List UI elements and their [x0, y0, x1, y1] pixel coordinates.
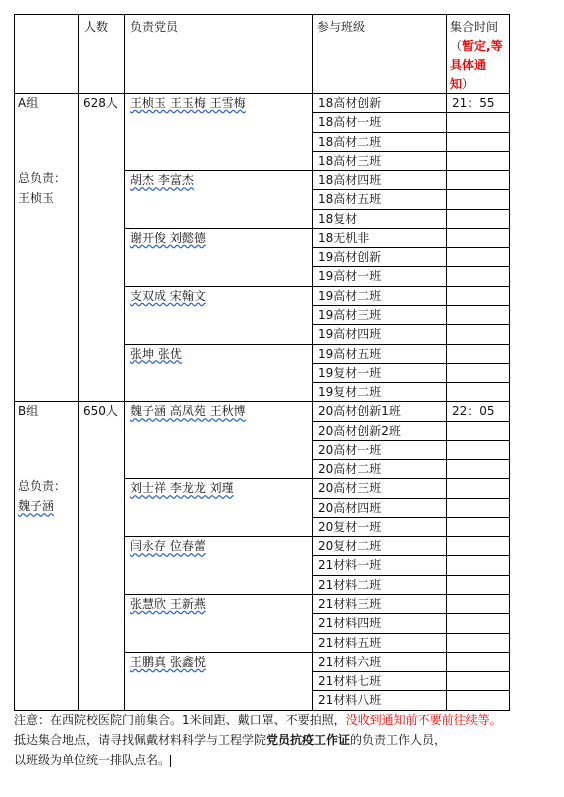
note-line-1-warning: 没收到通知前不要前往续等。	[345, 713, 502, 727]
class-cell: 20高材一班	[318, 442, 382, 457]
class-cell: 18高材一班	[318, 115, 382, 130]
subgroup-leaders: 张坤 张优	[130, 346, 182, 361]
header-count: 人数	[84, 20, 109, 34]
class-cell: 19高材四班	[318, 327, 382, 342]
class-cell: 21材料四班	[318, 616, 382, 631]
table-column-rule	[446, 14, 447, 711]
note-line-1-text: 注意：在西院校医院门前集合。1米间距、戴口罩、不要拍照，	[14, 713, 346, 727]
header-time-note: 暂定,等具体通知	[450, 39, 503, 91]
table-column-rule	[14, 14, 15, 711]
class-cell: 18高材四班	[318, 173, 382, 188]
header-class: 参与班级	[317, 20, 366, 34]
group-name: A组	[18, 96, 39, 110]
subgroup-leaders: 王鹏真 张鑫悦	[130, 654, 206, 669]
group-leader-name: 魏子涵	[18, 499, 55, 514]
class-cell: 20复材一班	[318, 519, 382, 534]
group-time: 22：05	[452, 404, 495, 419]
class-cell: 21材料二班	[318, 577, 382, 592]
table-column-rule	[78, 14, 79, 711]
class-cell: 18无机非	[318, 230, 370, 245]
class-cell: 19高材创新	[318, 250, 382, 265]
table-column-rule	[509, 14, 510, 711]
group-time: 21：55	[452, 96, 495, 110]
subgroup-leaders: 刘士祥 李龙龙 刘瑾	[130, 481, 234, 496]
class-cell: 21材料三班	[318, 597, 382, 612]
note-line-2-bold: 党员抗疫工作证	[266, 733, 351, 747]
subgroup-leaders: 魏子涵 高凤苑 王秋博	[130, 404, 246, 419]
subgroup-leaders: 胡杰 李富杰	[130, 173, 194, 188]
class-cell: 20高材创新1班	[318, 404, 401, 419]
note-line-2-suffix: 的负责工作人员，	[350, 733, 447, 747]
class-cell: 18高材三班	[318, 153, 382, 168]
subgroup-leaders: 张慧欣 王新燕	[130, 597, 206, 612]
class-cell: 18高材五班	[318, 192, 382, 207]
header-time-close: ）	[462, 77, 475, 91]
subgroup-leaders: 谢开俊 刘懿德	[130, 230, 206, 245]
class-cell: 19高材五班	[318, 346, 382, 361]
class-cell: 21材料八班	[318, 693, 382, 708]
subgroup-leaders: 闫永存 位春蕾	[130, 539, 206, 554]
class-cell: 20复材二班	[318, 539, 382, 554]
subgroup-leaders: 王桢玉 王玉梅 王雪梅	[130, 96, 246, 110]
notes-section	[14, 710, 546, 770]
class-cell: 21材料六班	[318, 654, 382, 669]
class-cell: 20高材四班	[318, 500, 382, 515]
table-top-border	[14, 14, 509, 15]
class-cell: 19高材二班	[318, 288, 382, 303]
table-column-rule	[124, 14, 125, 711]
class-cell: 19高材三班	[318, 307, 382, 322]
group-leader-label: 总负责：	[18, 171, 67, 185]
group-count: 650人	[83, 404, 118, 419]
subgroup-leaders: 支双成 宋翰文	[130, 288, 206, 303]
class-cell: 18高材二班	[318, 134, 382, 149]
table-column-rule	[312, 14, 313, 711]
class-cell: 21材料一班	[318, 558, 382, 573]
class-cell: 18高材创新	[318, 96, 382, 110]
group-leader-label: 总负责：	[18, 479, 67, 494]
class-cell: 20高材三班	[318, 481, 382, 496]
note-line-3	[14, 750, 546, 770]
class-cell: 20高材二班	[318, 462, 382, 477]
group-leader-name: 王桢玉	[18, 191, 55, 205]
header-time-text: 集合时间（	[450, 20, 499, 53]
note-line-1	[14, 710, 546, 730]
class-cell: 21材料七班	[318, 674, 382, 689]
header-leader: 负责党员	[130, 20, 179, 34]
group-count: 628人	[83, 96, 118, 110]
class-cell: 21材料五班	[318, 635, 382, 650]
class-cell: 18复材	[318, 211, 358, 226]
class-cell: 19复材一班	[318, 365, 382, 380]
class-cell: 19高材一班	[318, 269, 382, 284]
class-cell: 19复材二班	[318, 385, 382, 400]
note-line-2	[14, 730, 546, 750]
header-time	[450, 18, 508, 94]
group-name: B组	[18, 404, 39, 419]
class-cell: 20高材创新2班	[318, 423, 401, 438]
note-line-2-text: 抵达集合地点，请寻找佩戴材料科学与工程学院	[14, 733, 267, 747]
text-cursor	[170, 755, 171, 767]
note-line-3-text: 以班级为单位统一排队点名。	[14, 753, 171, 767]
